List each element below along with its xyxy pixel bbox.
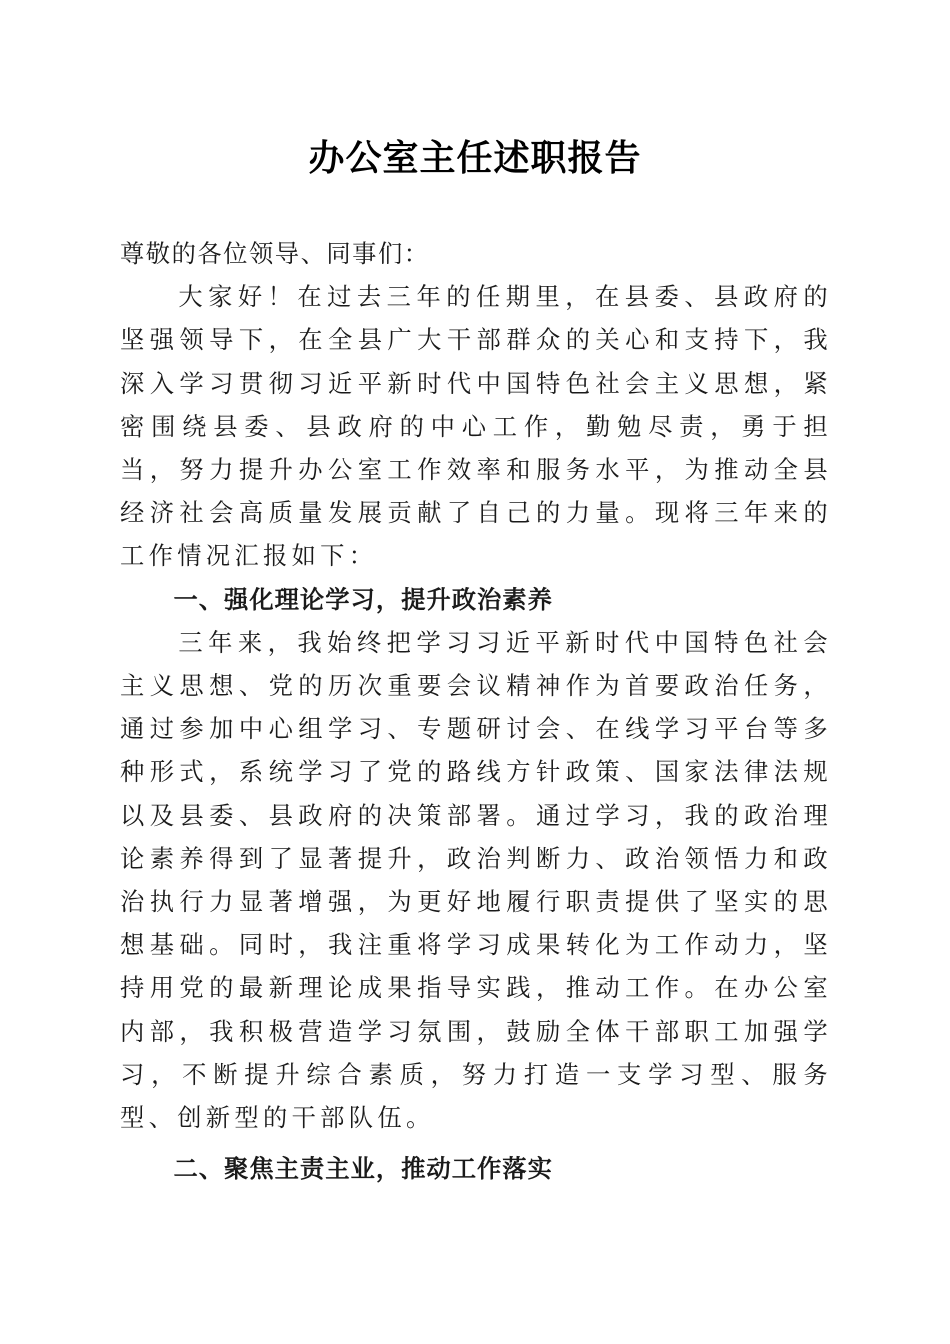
section-heading-2: 二、聚焦主责主业，推动工作落实 bbox=[173, 1154, 553, 1184]
salutation: 尊敬的各位领导、同事们： bbox=[120, 239, 430, 268]
section-1-paragraph: 三年来，我始终把学习习近平新时代中国特色社会主义思想、党的历次重要会议精神作为首要政治任务，通过参加中心组学习、专题研讨会、在线学习平台等多种形式，系统学习了党的路线方针政策、国家法律法规以及县委、县政府的决策部署。通过学习，我的政治理论素养得到了显著提升，政治判断力、政治领悟力和政治执行力显著增强，为更好地履行职责提供了坚实的思想基础。同时，我注重将学习成果转化为工作动力，坚持用党的最新理论成果指导实践，推动工作。在办公室内部，我积极营造学习氛围，鼓励全体干部职工加强学习，不断提升综合素质，努力打造一支学习型、服务型、创新型的干部队伍。 bbox=[120, 627, 832, 1133]
intro-paragraph: 大家好！在过去三年的任期里，在县委、县政府的坚强领导下，在全县广大干部群众的关心和支持下，我深入学习贯彻习近平新时代中国特色社会主义思想，紧密围绕县委、县政府的中心工作，勤勉尽责，勇于担当，努力提升办公室工作效率和服务水平，为推动全县经济社会高质量发展贡献了自己的力量。现将三年来的工作情况汇报如下： bbox=[120, 282, 832, 571]
document-title: 办公室主任述职报告 bbox=[308, 137, 642, 179]
document-body bbox=[120, 232, 832, 1190]
section-heading-1: 一、强化理论学习，提升政治素养 bbox=[173, 584, 553, 614]
